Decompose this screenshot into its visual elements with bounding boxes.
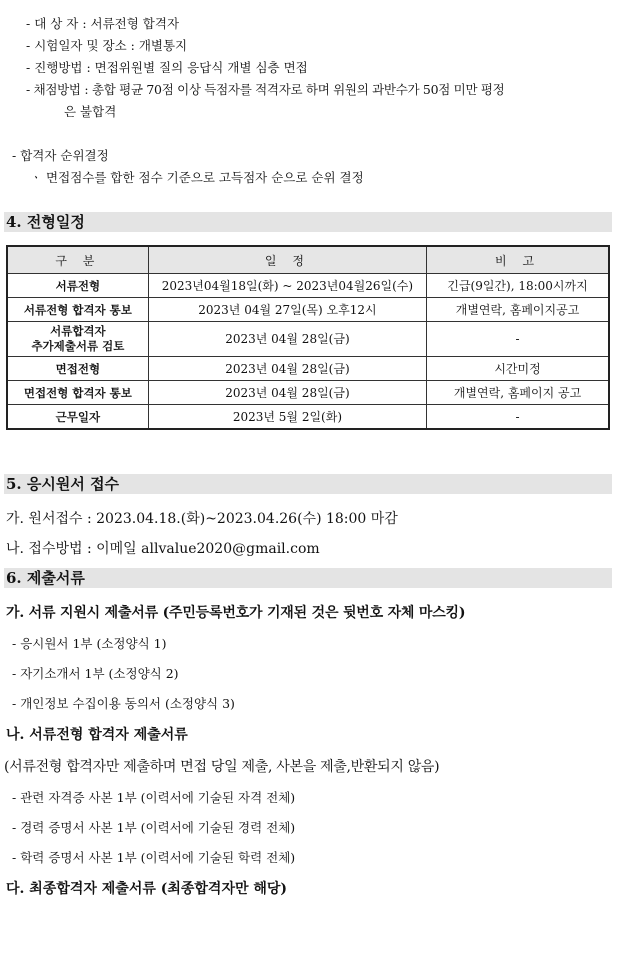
scoring-method: - 채점방법 : 총합 평균 70점 이상 득점자를 적격자로 하며 위원의 과반수가 50점 미만 평정 xyxy=(26,82,505,97)
section-5-title: 5. 응시원서 접수 xyxy=(4,474,612,494)
row-label: 서류전형 xyxy=(7,274,148,298)
row-label xyxy=(7,322,148,357)
row-date: 2023년 04월 28일(금) xyxy=(148,381,426,405)
row-note: 개별연락, 홈페이지 공고 xyxy=(427,381,609,405)
docs-b-item: - 학력 증명서 사본 1부 (이력서에 기술된 학력 전체) xyxy=(12,850,296,865)
row-date: 2023년 04월 28일(금) xyxy=(148,357,426,381)
docs-b-title: 나. 서류전형 합격자 제출서류 xyxy=(6,727,188,743)
row-label: 면접전형 xyxy=(7,357,148,381)
row-date: 2023년 04월 28일(금) xyxy=(148,322,426,357)
row-label: 면접전형 합격자 통보 xyxy=(7,381,148,405)
table-row xyxy=(7,381,609,405)
table-row xyxy=(7,298,609,322)
docs-a-item: - 응시원서 1부 (소정양식 1) xyxy=(12,636,167,651)
row-note: 긴급(9일간), 18:00시까지 xyxy=(427,274,609,298)
header-note: 비 고 xyxy=(427,246,609,274)
row-note: - xyxy=(427,405,609,430)
row-label-line1: 서류합격자 xyxy=(50,324,106,338)
exam-date-place: - 시험일자 및 장소 : 개별통지 xyxy=(26,38,188,53)
table-row xyxy=(7,357,609,381)
table-row xyxy=(7,405,609,430)
docs-b-item: - 관련 자격증 사본 1부 (이력서에 기술된 자격 전체) xyxy=(12,790,296,805)
row-note: 시간미정 xyxy=(427,357,609,381)
docs-a-title: 가. 서류 지원시 제출서류 (주민등록번호가 기재된 것은 뒷번호 자체 마스킹) xyxy=(6,605,466,621)
row-date: 2023년04월18일(화) ~ 2023년04월26일(수) xyxy=(148,274,426,298)
docs-c-title: 다. 최종합격자 제출서류 (최종합격자만 해당) xyxy=(6,881,288,897)
row-note: 개별연락, 홈페이지공고 xyxy=(427,298,609,322)
application-method: 나. 접수방법 : 이메일 allvalue2020@gmail.com xyxy=(6,541,320,557)
ranking-heading: - 합격자 순위결정 xyxy=(12,148,109,163)
table-row xyxy=(7,322,609,357)
interview-method: - 진행방법 : 면접위원별 질의 응답식 개별 심층 면접 xyxy=(26,60,308,75)
docs-b-item: - 경력 증명서 사본 1부 (이력서에 기술된 경력 전체) xyxy=(12,820,296,835)
row-label: 서류전형 합격자 통보 xyxy=(7,298,148,322)
docs-a-item: - 자기소개서 1부 (소정양식 2) xyxy=(12,666,179,681)
docs-a-item: - 개인정보 수집이용 동의서 (소정양식 3) xyxy=(12,696,235,711)
section-6-title: 6. 제출서류 xyxy=(4,568,612,588)
section-4-title: 4. 전형일정 xyxy=(4,212,612,232)
table-row xyxy=(7,274,609,298)
target-applicants: - 대 상 자 : 서류전형 합격자 xyxy=(26,16,180,31)
scoring-method-cont: 은 불합격 xyxy=(64,104,117,119)
ranking-rule: ㆍ 면접점수를 합한 점수 기준으로 고득점자 순으로 순위 결정 xyxy=(30,170,364,185)
header-category: 구 분 xyxy=(7,246,148,274)
table-header-row xyxy=(7,246,609,274)
row-label: 근무일자 xyxy=(7,405,148,430)
schedule-table xyxy=(6,245,610,430)
application-period: 가. 원서접수 : 2023.04.18.(화)~2023.04.26(수) 18:00 마감 xyxy=(6,511,398,527)
row-label-line2: 추가제출서류 검토 xyxy=(31,339,125,353)
row-date: 2023년 04월 27일(목) 오후12시 xyxy=(148,298,426,322)
row-date: 2023년 5월 2일(화) xyxy=(148,405,426,430)
docs-b-note: (서류전형 합격자만 제출하며 면접 당일 제출, 사본을 제출,반환되지 않음) xyxy=(4,759,440,775)
header-schedule: 일 정 xyxy=(148,246,426,274)
row-note: - xyxy=(427,322,609,357)
